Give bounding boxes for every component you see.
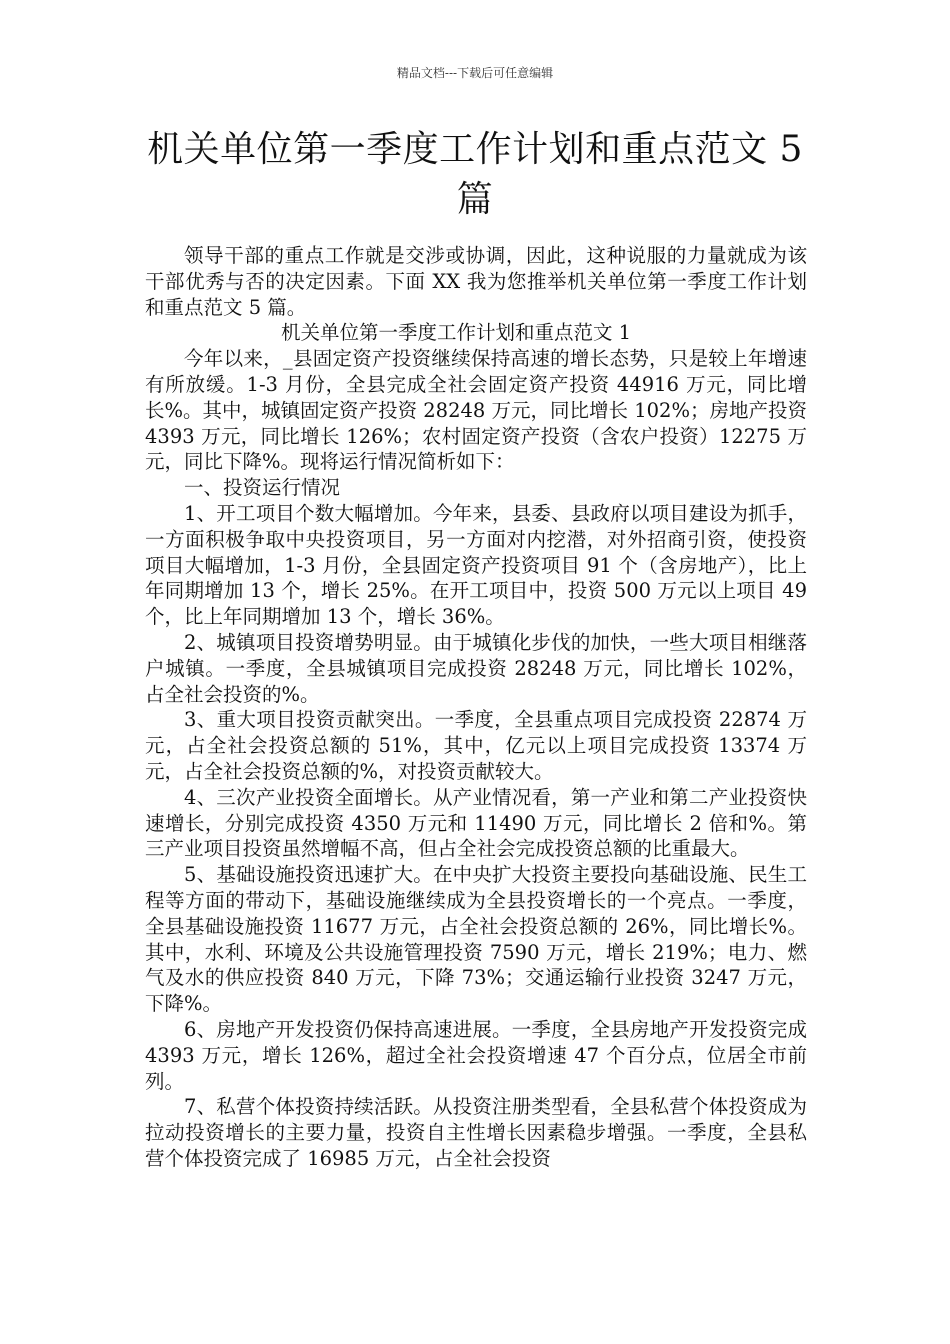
body-paragraph: 4、三次产业投资全面增长。从产业情况看，第一产业和第二产业投资快速增长，分别完成投资 4350 万元和 11490 万元，同比增长 2 倍和%。第三产业项目投资虽然增幅不高，但占全社会完成投资总额的比重最大。 xyxy=(145,785,807,861)
document-title: 机关单位第一季度工作计划和重点范文 5 篇 xyxy=(147,129,803,220)
body-paragraph: 6、房地产开发投资仍保持高速进展。一季度，全县房地产开发投资完成 4393 万元，增长 126%，超过全社会投资增速 47 个百分点，位居全市前列。 xyxy=(145,1017,807,1093)
section-heading: 一、投资运行情况 xyxy=(184,476,341,500)
section-title: 机关单位第一季度工作计划和重点范文 1 xyxy=(280,321,632,345)
body-paragraph: 今年以来，_县固定资产投资继续保持高速的增长态势，只是较上年增速有所放缓。1-3 月份，全县完成全社会固定资产投资 44916 万元，同比增长%。其中，城镇固定资产投资 28248 万元，同比增长 102%；房地产投资 4393 万元，同比增长 126%；农村固定资产投资（含农户投资）12275 万元，同比下降%。现将运行情况简析如下： xyxy=(145,347,807,474)
intro-paragraph: 领导干部的重点工作就是交涉或协调，因此，这种说服的力量就成为该干部优秀与否的决定因素。下面 XX 我为您推举机关单位第一季度工作计划和重点范文 5 篇。 xyxy=(145,244,807,319)
body-paragraph: 2、城镇项目投资增势明显。由于城镇化步伐的加快，一些大项目相继落户城镇。一季度，全县城镇项目完成投资 28248 万元，同比增长 102%，占全社会投资的%。 xyxy=(145,630,807,706)
body-paragraph: 3、重大项目投资贡献突出。一季度，全县重点项目完成投资 22874 万元，占全社会投资总额的 51%，其中，亿元以上项目完成投资 13374 万元，占全社会投资总额的%，对投资贡献较大。 xyxy=(145,708,807,783)
body-paragraph: 1、开工项目个数大幅增加。今年来，县委、县政府以项目建设为抓手，一方面积极争取中央投资项目，另一方面对内挖潜，对外招商引资，使投资项目大幅增加，1-3 月份，全县固定资产投资项目 91 个（含房地产），比上年同期增加 13 个，增长 25%。在开工项目中，投资 500 万元以上项目 49 个，比上年同期增加 13 个，增长 36%。 xyxy=(145,501,807,629)
body-paragraph: 7、私营个体投资持续活跃。从投资注册类型看，全县私营个体投资成为拉动投资增长的主要力量，投资自主性增长因素稳步增强。一季度，全县私营个体投资完成了 16985 万元，占全社会投资 xyxy=(145,1095,807,1170)
header-note: 精品文档---下载后可任意编辑 xyxy=(396,66,554,80)
body-paragraph: 5、基础设施投资迅速扩大。在中央扩大投资主要投向基础设施、民生工程等方面的带动下，基础设施继续成为全县投资增长的一个亮点。一季度，全县基础设施投资 11677 万元，占全社会投资总额的 26%，同比增长%。其中，水利、环境及公共设施管理投资 7590 万元，增长 219%；电力、燃气及水的供应投资 840 万元，下降 73%；交通运输行业投资 3247 万元，下降%。 xyxy=(145,863,807,1016)
document-body xyxy=(145,243,807,1172)
